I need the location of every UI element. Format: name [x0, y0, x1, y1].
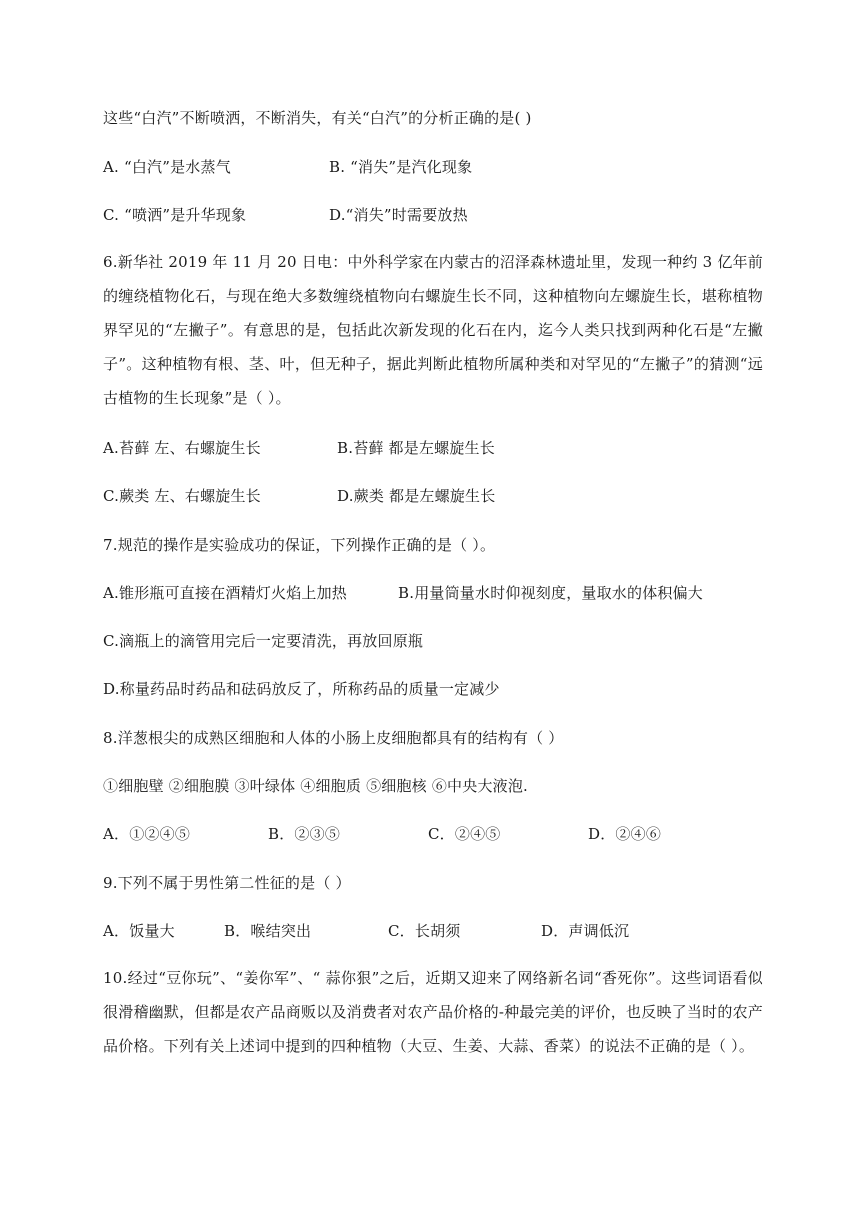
q10-stem: 10.经过“豆你玩”、“姜你军”、“ 蒜你狠”之后，近期又迎来了网络新名词“香死你”。这些词语看似很滑稽幽默，但都是农产品商贩以及消费者对农产品价格的-种最完美的评价，也反映了当时的农产品价格。下列有关上述词中提到的四种植物（大豆、生姜、大蒜、香菜）的说法不正确的是（ ）。	[103, 969, 763, 1055]
q9-option-d: D．声调低沉	[541, 922, 630, 940]
q5-option-b: B. “消失”是汽化现象	[329, 158, 473, 176]
q9-option-b: B．喉结突出	[224, 922, 312, 940]
q6-option-d: D.蕨类 都是左螺旋生长	[337, 487, 496, 505]
q5-option-c: C. “喷洒”是升华现象	[103, 206, 247, 224]
q6-stem: 6.新华社 2019 年 11 月 20 日电：中外科学家在内蒙古的沼泽森林遗址里，发现一种约 3 亿年前的缠绕植物化石，与现在绝大多数缠绕植物向右螺旋生长不同，这种植物向左螺旋生长，堪称植物界罕见的“左撇子”。有意思的是，包括此次新发现的化石在内，迄今人类只找到两种化石是“左撇子”。这种植物有根、茎、叶，但无种子，据此判断此植物所属种类和对罕见的“左撇子”的猜测“远古植物的生长现象”是（ ）。	[103, 253, 763, 407]
q8-stem: 8.洋葱根尖的成熟区细胞和人体的小肠上皮细胞都具有的结构有（ ）	[103, 729, 564, 747]
q5-stem: 这些“白汽”不断喷洒，不断消失，有关“白汽”的分析正确的是( )	[103, 109, 532, 127]
q6-option-c: C.蕨类 左、右螺旋生长	[103, 487, 261, 505]
q5-option-d: D.“消失”时需要放热	[329, 206, 468, 224]
q6-option-a: A.苔藓 左、右螺旋生长	[103, 439, 261, 457]
q9-option-c: C．长胡须	[388, 922, 461, 940]
q7-option-d: D.称量药品时药品和砝码放反了，所称药品的质量一定减少	[103, 680, 500, 698]
q9-option-a: A．饭量大	[103, 922, 175, 940]
q8-option-c: C．②④⑤	[428, 825, 501, 843]
q7-option-c: C.滴瓶上的滴管用完后一定要清洗，再放回原瓶	[103, 632, 424, 650]
q7-stem: 7.规范的操作是实验成功的保证，下列操作正确的是（ ）。	[103, 536, 496, 554]
q6-option-b: B.苔藓 都是左螺旋生长	[337, 439, 495, 457]
q8-option-d: D．②④⑥	[588, 825, 662, 843]
q9-stem: 9.下列不属于男性第二性征的是（ ）	[103, 874, 351, 892]
q8-items: ①细胞壁 ②细胞膜 ③叶绿体 ④细胞质 ⑤细胞核 ⑥中央大液泡.	[103, 777, 529, 795]
q8-option-a: A．①②④⑤	[103, 825, 191, 843]
q5-option-a: A. “白汽”是水蒸气	[103, 158, 231, 176]
q7-option-a: A.锥形瓶可直接在酒精灯火焰上加热	[103, 584, 348, 602]
q8-option-b: B．②③⑤	[268, 825, 341, 843]
q7-option-b: B.用量筒量水时仰视刻度，量取水的体积偏大	[398, 584, 703, 602]
